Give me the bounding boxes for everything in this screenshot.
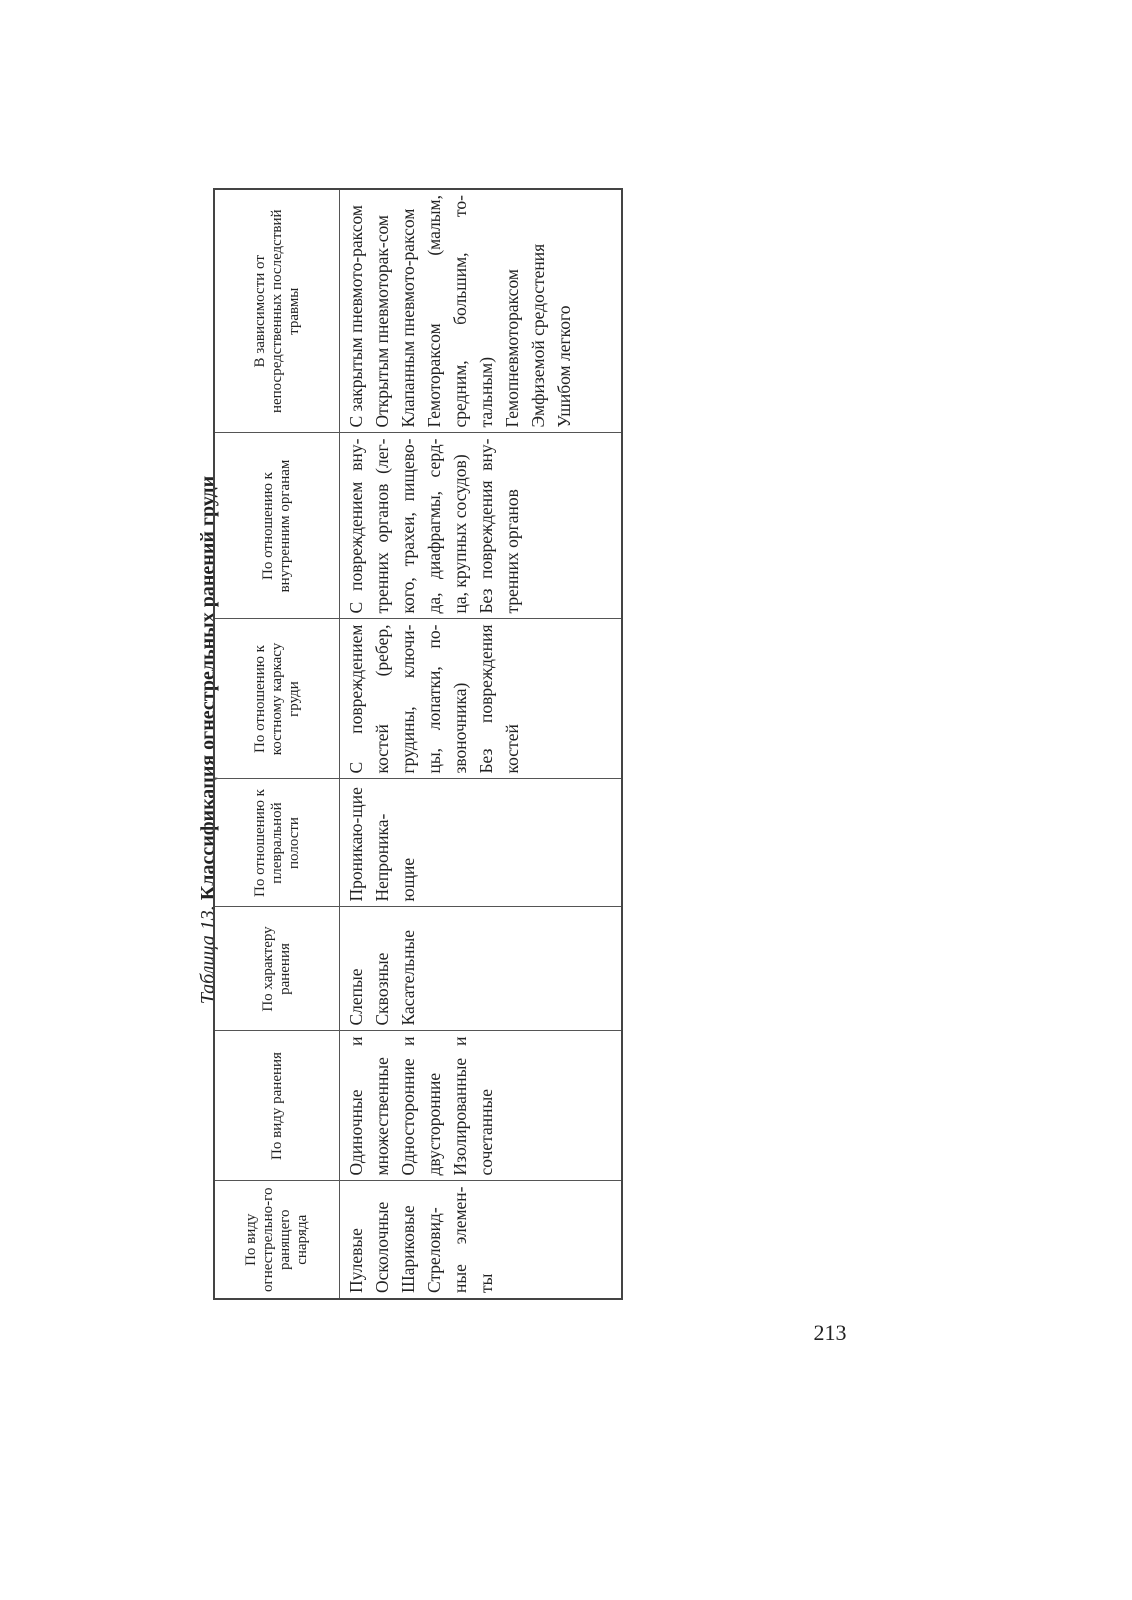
classification-table xyxy=(213,188,623,1300)
list-item: Сквозные xyxy=(372,952,392,1026)
list-item: Без повреждения вну-тренних органов xyxy=(476,438,522,614)
list-item: Одиночные и множественные xyxy=(346,1036,392,1176)
list-item: Изолированные и сочетанные xyxy=(450,1036,496,1176)
header-wound-character: По характеру ранения xyxy=(214,907,340,1031)
cell-bone-frame xyxy=(340,619,623,779)
list-item: Непроника-ющие xyxy=(372,813,418,902)
list-item: Пулевые xyxy=(346,1228,366,1293)
list-item: Шариковые xyxy=(398,1205,418,1293)
cell-internal-organs xyxy=(340,433,623,619)
list-item: Открытым пневмоторак-сом xyxy=(372,215,392,428)
list-item: Стреловид-ные элемен-ты xyxy=(424,1186,496,1293)
cell-consequences xyxy=(340,189,623,433)
header-wound-type: По виду ранения xyxy=(214,1031,340,1181)
list-item: Касательные xyxy=(398,929,418,1026)
classification-table-wrapper xyxy=(213,190,623,1300)
list-item: Ушибом легкого xyxy=(554,305,574,428)
caption-label: Таблица 13. xyxy=(197,905,219,1005)
list-item: Эмфиземой средостения xyxy=(528,243,548,428)
header-internal-organs: По отношению к внутренним органам xyxy=(214,433,340,619)
list-item: Гемопневмотораксом xyxy=(502,269,522,428)
list-item: Клапанным пневмото-раксом xyxy=(398,208,418,428)
list-item: Слепые xyxy=(346,968,366,1026)
list-item: Гемотораксом (малым, средним, большим, то-тальным) xyxy=(424,195,496,428)
list-item: Проникаю-щие xyxy=(346,787,366,902)
header-pleural-cavity: По отношению к плевральной полости xyxy=(214,779,340,907)
list-item: С повреждением вну-тренних органов (лег-кого, трахеи, пищево-да, диафрагмы, серд-ца, крупных сосудов) xyxy=(346,438,470,614)
list-item: С повреждением костей (ребер, грудины, ключи-цы, лопатки, по-звоночника) xyxy=(346,624,470,774)
list-item: Односторонние и двусторонние xyxy=(398,1036,444,1176)
table-header-row xyxy=(214,189,340,1299)
header-bone-frame: По отношению к костному каркасу груди xyxy=(214,619,340,779)
list-item: Осколочные xyxy=(372,1201,392,1293)
table-row xyxy=(340,189,623,1299)
list-item: С закрытым пневмото-раксом xyxy=(346,205,366,428)
caption-title: Классификация огнестрельных ранений груди xyxy=(197,475,219,901)
page-number: 213 xyxy=(813,1320,847,1345)
cell-pleural-cavity xyxy=(340,779,623,907)
cell-wound-character xyxy=(340,907,623,1031)
cell-projectile-type xyxy=(340,1181,623,1299)
cell-wound-type xyxy=(340,1031,623,1181)
header-projectile-type: По виду огнестрельно-го ранящего снаряда xyxy=(214,1181,340,1299)
list-item: Без повреждения костей xyxy=(476,624,522,774)
header-consequences: В зависимости от непосредственных последствий травмы xyxy=(214,189,340,433)
